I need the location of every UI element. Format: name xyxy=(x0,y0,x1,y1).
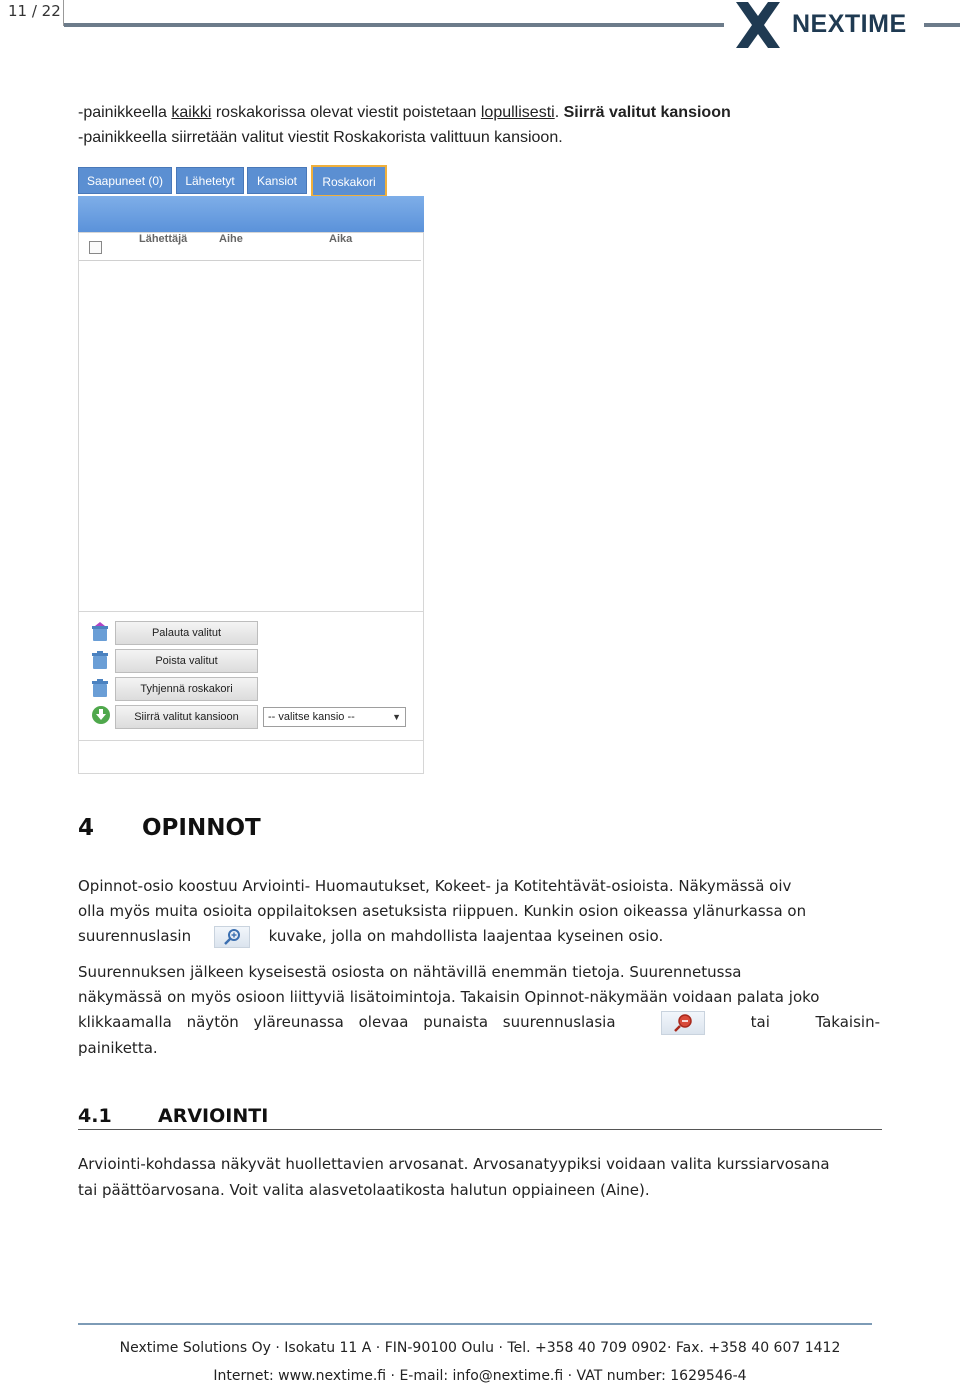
s41-p1-line-2: tai päättöarvosana. Voit valita alasvetolaatikosta halutun oppiaineen (Aine). xyxy=(78,1181,650,1199)
column-time: Aika xyxy=(329,233,353,245)
tab-content-band xyxy=(78,196,424,232)
empty-trash-icon xyxy=(91,678,109,698)
restore-selected-button[interactable]: Palauta valitut xyxy=(115,621,258,645)
tab-folders[interactable]: Kansiot xyxy=(247,167,307,194)
header-rule-right xyxy=(924,23,960,27)
section-4-1-heading: 4.1 ARVIOINTI xyxy=(78,1105,882,1130)
s4-p1-line-3: suurennuslasin kuvake, jolla on mahdollista laajentaa kyseinen osio. xyxy=(78,924,880,950)
column-subject: Aihe xyxy=(219,233,243,245)
move-to-folder-icon xyxy=(91,705,109,725)
trash-screenshot xyxy=(78,163,424,741)
folder-select[interactable]: -- valitse kansio -- ▼ xyxy=(263,707,406,727)
select-all-checkbox[interactable] xyxy=(89,241,102,254)
page-number: 11 / 22 xyxy=(0,0,64,26)
intro-line-1: -painikkeella kaikki roskakorissa olevat viestit poistetaan lopullisesti. Siirrä valitut kansioon xyxy=(78,104,731,121)
s4-p2-line-1: Suurennuksen jälkeen kyseisestä osiosta on nähtävillä enemmän tietoja. Suurennetussa xyxy=(78,963,742,981)
nextime-logo-icon xyxy=(736,2,780,48)
header-divider xyxy=(79,260,421,261)
section-4-heading: 4 OPINNOT xyxy=(78,815,261,841)
tab-inbox[interactable]: Saapuneet (0) xyxy=(78,167,172,194)
s4-p1-line-2: olla myös muita osioita oppilaitoksen asetuksista riippuen. Kunkin osion oikeassa ylänurkassa on xyxy=(78,902,807,920)
footer-contact: Internet: www.nextime.fi · E-mail: info@nextime.fi · VAT number: 1629546-4 xyxy=(213,1368,747,1384)
empty-trash-button[interactable]: Tyhjennä roskakori xyxy=(115,677,258,701)
link-lopullisesti: lopullisesti xyxy=(480,104,555,121)
s4-p1-line-1: Opinnot-osio koostuu Arviointi- Huomautukset, Kokeet- ja Kotitehtävät-osioista. Näkymässä oiv xyxy=(78,877,792,895)
tab-sent[interactable]: Lähetetyt xyxy=(176,167,244,194)
zoom-out-red-magnifier-icon xyxy=(661,1011,705,1035)
delete-selected-button[interactable]: Poista valitut xyxy=(115,649,258,673)
header-rule-left xyxy=(64,23,724,27)
s4-p2-line-2: näkymässä on myös osioon liittyviä lisätoimintoja. Takaisin Opinnot-näkymään voidaan palata joko xyxy=(78,988,820,1006)
zoom-in-magnifier-icon xyxy=(214,926,250,948)
s4-p2-line-3: klikkaamalla näytön yläreunassa olevaa punaista suurennuslasia tai Takaisin- xyxy=(78,1010,880,1036)
footer-address: Nextime Solutions Oy · Isokatu 11 A · FIN-90100 Oulu · Tel. +358 40 709 0902· Fax. +358 40 607 1412 xyxy=(119,1340,841,1356)
s41-p1-line-1: Arviointi-kohdassa näkyvät huollettavien arvosanat. Arvosanatyypiksi voidaan valita kurssiarvosana xyxy=(78,1155,830,1173)
chevron-down-icon: ▼ xyxy=(392,712,401,722)
footer-rule xyxy=(78,1323,872,1325)
link-kaikki: kaikki xyxy=(171,104,212,121)
intro-line-2: -painikkeella siirretään valitut viestit Roskakorista valittuun kansioon. xyxy=(78,129,563,146)
logo-wordmark: NEXTIME xyxy=(792,10,907,38)
column-sender: Lähettäjä xyxy=(139,233,188,245)
move-to-folder-button[interactable]: Siirrä valitut kansioon xyxy=(115,705,258,729)
delete-icon xyxy=(91,650,109,670)
s4-p2-line-4: painiketta. xyxy=(78,1039,158,1057)
tab-trash[interactable]: Roskakori xyxy=(311,165,387,197)
restore-icon xyxy=(91,622,109,642)
